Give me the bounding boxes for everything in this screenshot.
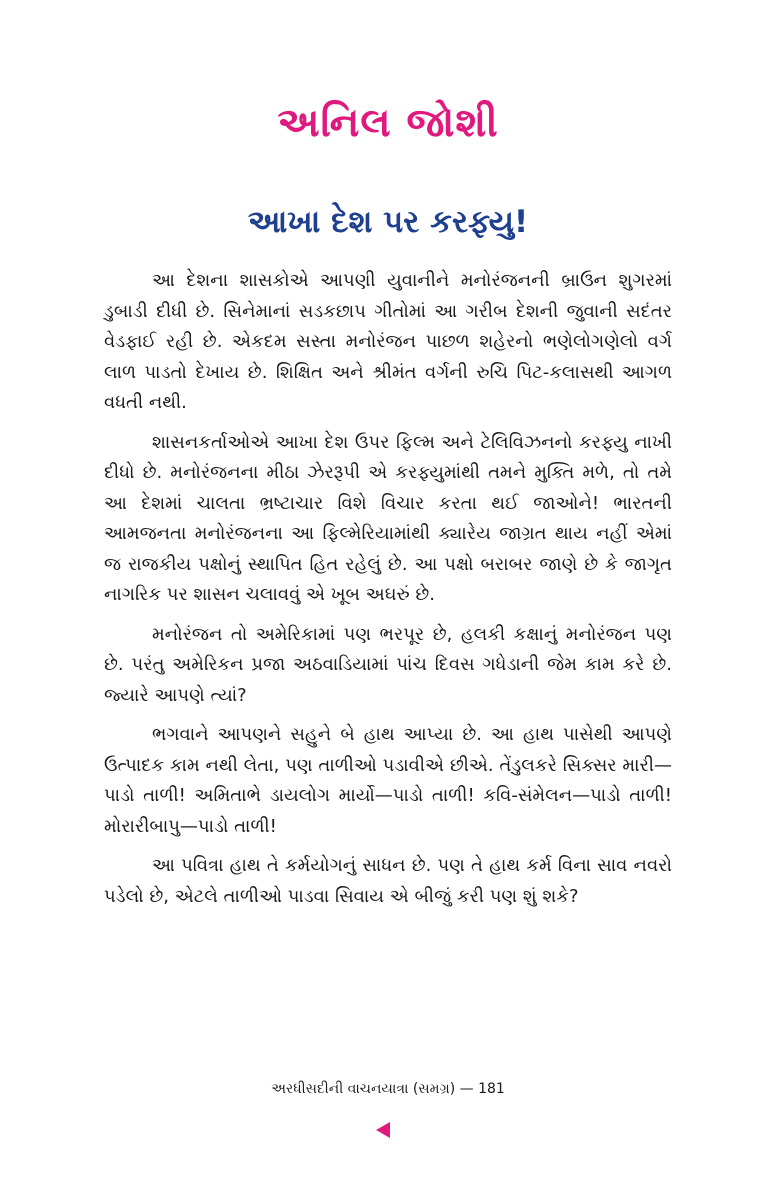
article-body: [104, 266, 672, 921]
paragraph: શાસનકર્તાઓએ આખા દેશ ઉપર ફિલ્મ અને ટેલિવિઝનનો કરફ્યુ નાખી દીધો છે. મનોરંજનના મીઠા ઝેરરૂપી એ કરફ્યુમાંથી તમને મુક્તિ મળે, તો તમે આ દેશમાં ચાલતા ભ્રષ્ટાચાર વિશે વિચાર કરતા થઈ જાઓને! ભારતની આમજનતા મનોરંજનના આ ફિલ્મેરિયામાંથી ક્યારેય જાગ્રત થાય નહીં એમાં જ રાજકીય પક્ષોનું સ્થાપિત હિત રહેલું છે. આ પક્ષો બરાબર જાણે છે કે જાગૃત નાગરિક પર શાસન ચલાવવું એ ખૂબ અઘરું છે.: [104, 431, 672, 605]
page-footer: અરધીસદીની વાચનયાત્રા (સમગ્ર) — 181: [271, 1081, 505, 1097]
paragraph: ભગવાને આપણને સહુને બે હાથ આપ્યા છે. આ હાથ પાસેથી આપણે ઉત્પાદક કામ નથી લેતા, પણ તાળીઓ પડાવીએ છીએ. તેંડુલકરે સિક્સર મારી—પાડો તાળી! અમિતાભે ડાયલોગ માર્યો—પાડો તાળી! કવિ-સંમેલન—પાડો તાળી! મોરારીબાપુ—પાડો તાળી!: [104, 724, 672, 837]
article-title: આખા દેશ પર કરફ્યુ!: [247, 204, 529, 240]
left-triangle-arrow-icon[interactable]: [376, 1122, 390, 1138]
author-name: અનિલ જોશી: [277, 100, 499, 146]
paragraph: આ પવિત્રા હાથ તે કર્મયોગનું સાધન છે. પણ તે હાથ કર્મ વિના સાવ નવરો પડેલો છે, એટલે તાળીઓ પાડવા સિવાય એ બીજું કરી પણ શું શકે?: [104, 855, 672, 907]
paragraph: મનોરંજન તો અમેરિકામાં પણ ભરપૂર છે, હલકી કક્ષાનું મનોરંજન પણ છે. પરંતુ અમેરિકન પ્રજા અઠવાડિયામાં પાંચ દિવસ ગધેડાની જેમ કામ કરે છે. જ્યારે આપણે ત્યાં?: [104, 623, 672, 706]
paragraph: આ દેશના શાસકોએ આપણી યુવાનીને મનોરંજનની બ્રાઉન શુગરમાં ડુબાડી દીધી છે. સિનેમાનાં સડકછાપ ગીતોમાં આ ગરીબ દેશની જુવાની સદંતર વેડફાઈ રહી છે. એકદમ સસ્તા મનોરંજન પાછળ શહેરનો ભણેલોગણેલો વર્ગ લાળ પાડતો દેખાય છે. શિક્ષિત અને શ્રીમંત વર્ગની રુચિ પિટ-કલાસથી આગળ વધતી નથી.: [104, 270, 672, 413]
